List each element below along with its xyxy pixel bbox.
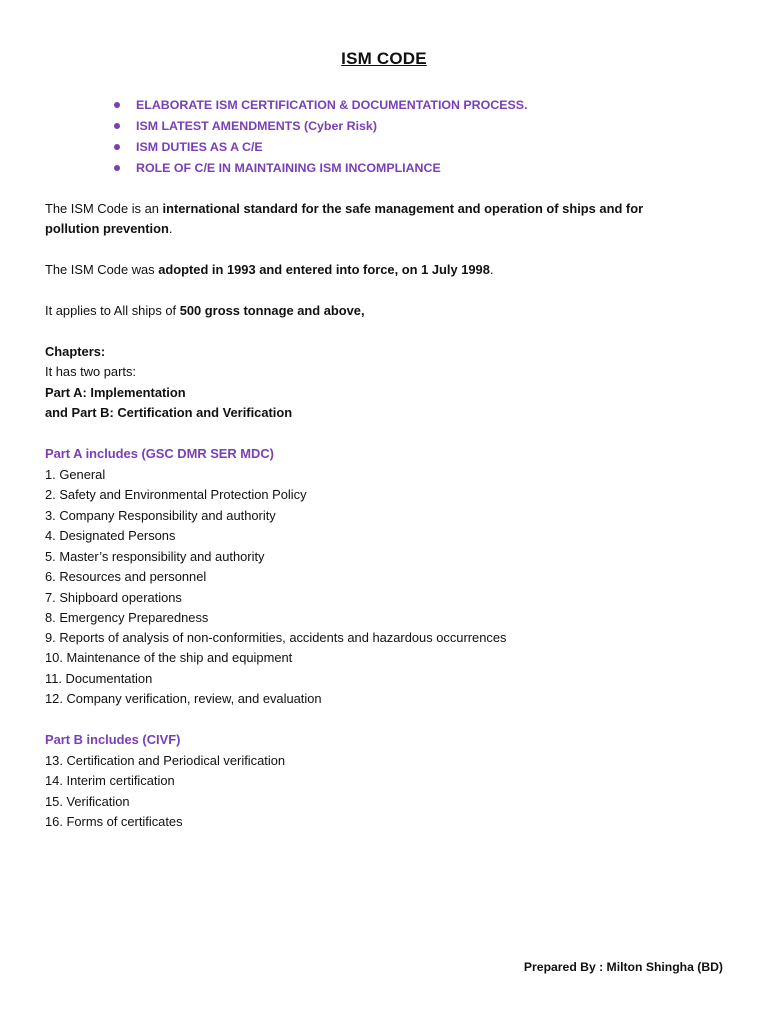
part-b-heading: Part B includes (CIVF): [45, 732, 181, 747]
intro-paragraph-line-1: The ISM Code is an international standard for the safe management and operation of ships and for: [45, 201, 644, 216]
chapters-part-b: and Part B: Certification and Verification: [45, 405, 293, 420]
list-item: 10. Maintenance of the ship and equipment: [45, 650, 293, 665]
applicability-paragraph: It applies to All ships of 500 gross tonnage and above,: [45, 303, 365, 318]
list-item: 9. Reports of analysis of non-conformities, accidents and hazardous occurrences: [45, 630, 507, 645]
list-item: 12. Company verification, review, and evaluation: [45, 691, 322, 706]
prepared-by-footer: Prepared By : Milton Shingha (BD): [523, 960, 723, 974]
list-item: 16. Forms of certificates: [45, 814, 183, 829]
part-a-heading: Part A includes (GSC DMR SER MDC): [45, 446, 274, 461]
bullet-item: ISM DUTIES AS A C/E: [112, 138, 527, 159]
list-item: 3. Company Responsibility and authority: [45, 508, 276, 523]
chapters-part-a: Part A: Implementation: [45, 385, 186, 400]
bullet-item: ISM LATEST AMENDMENTS (Cyber Risk): [112, 117, 527, 138]
chapters-two-parts: It has two parts:: [45, 364, 136, 379]
list-item: 15. Verification: [45, 794, 130, 809]
adoption-paragraph: The ISM Code was adopted in 1993 and entered into force, on 1 July 1998.: [45, 262, 494, 277]
topic-bullet-list: [112, 96, 527, 180]
list-item: 11. Documentation: [45, 671, 153, 686]
intro-paragraph-line-2: pollution prevention.: [45, 221, 173, 236]
bullet-item: ELABORATE ISM CERTIFICATION & DOCUMENTATION PROCESS.: [112, 96, 527, 117]
bullet-dot-icon: [114, 123, 120, 129]
list-item: 2. Safety and Environmental Protection Policy: [45, 487, 307, 502]
bullet-dot-icon: [114, 102, 120, 108]
list-item: 1. General: [45, 467, 106, 482]
bullet-dot-icon: [114, 165, 120, 171]
list-item: 4. Designated Persons: [45, 528, 176, 543]
list-item: 5. Master’s responsibility and authority: [45, 549, 265, 564]
bullet-dot-icon: [114, 144, 120, 150]
bullet-item: ROLE OF C/E IN MAINTAINING ISM INCOMPLIANCE: [112, 159, 527, 180]
chapters-heading: Chapters:: [45, 344, 106, 359]
list-item: 13. Certification and Periodical verification: [45, 753, 286, 768]
list-item: 7. Shipboard operations: [45, 590, 182, 605]
document-title: ISM CODE: [341, 49, 427, 68]
list-item: 8. Emergency Preparedness: [45, 610, 209, 625]
list-item: 14. Interim certification: [45, 773, 175, 788]
list-item: 6. Resources and personnel: [45, 569, 207, 584]
